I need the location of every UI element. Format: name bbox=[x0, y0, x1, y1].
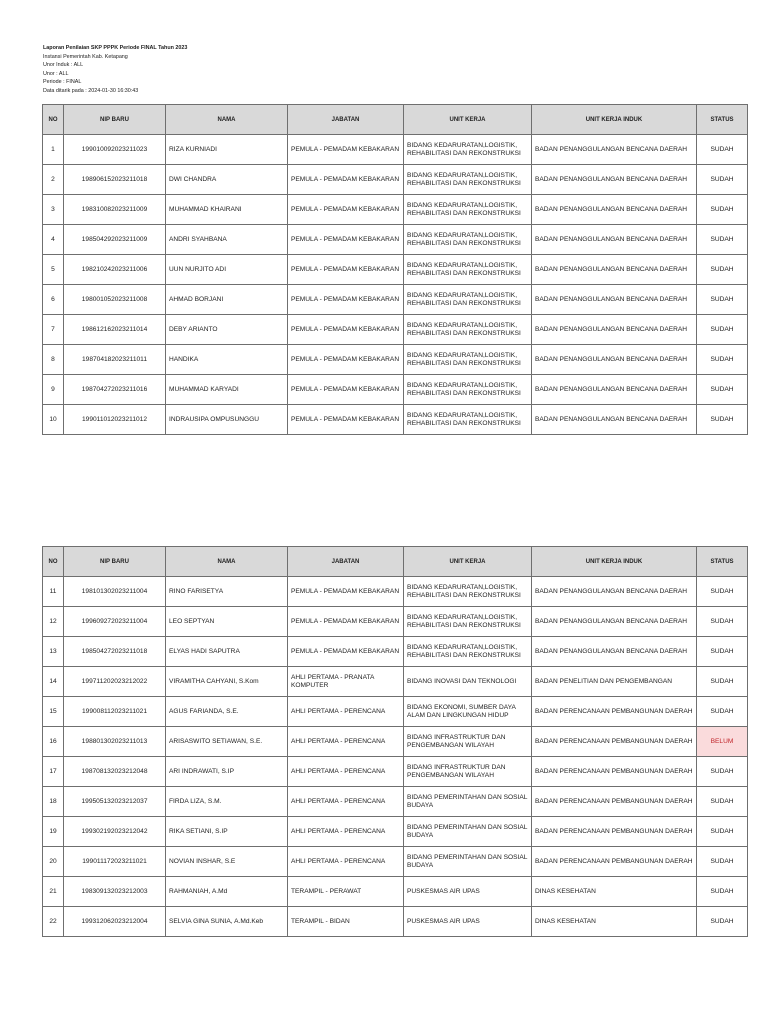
cell-unit-kerja: BIDANG KEDARURATAN,LOGISTIK, REHABILITASI DAN REKONSTRUKSI bbox=[404, 607, 532, 637]
cell-status: SUDAH bbox=[697, 667, 748, 697]
col-header-nip: NIP BARU bbox=[64, 105, 166, 135]
cell-status: SUDAH bbox=[697, 195, 748, 225]
col-header-no: NO bbox=[43, 547, 64, 577]
cell-unit-kerja: BIDANG KEDARURATAN,LOGISTIK, REHABILITASI DAN REKONSTRUKSI bbox=[404, 285, 532, 315]
cell-nama: ELYAS HADI SAPUTRA bbox=[166, 637, 288, 667]
cell-jabatan: AHLI PERTAMA - PERENCANA bbox=[288, 727, 404, 757]
cell-nip: 198708132023212048 bbox=[64, 757, 166, 787]
cell-nip: 198310082023211009 bbox=[64, 195, 166, 225]
cell-no: 6 bbox=[43, 285, 64, 315]
cell-nip: 199302192023212042 bbox=[64, 817, 166, 847]
col-header-nip: NIP BARU bbox=[64, 547, 166, 577]
cell-no: 10 bbox=[43, 405, 64, 435]
cell-status: SUDAH bbox=[697, 225, 748, 255]
cell-unit-kerja: BIDANG KEDARURATAN,LOGISTIK, REHABILITASI DAN REKONSTRUKSI bbox=[404, 375, 532, 405]
cell-no: 22 bbox=[43, 907, 64, 937]
cell-unit-kerja-induk: BADAN PERENCANAAN PEMBANGUNAN DAERAH bbox=[532, 727, 697, 757]
cell-unit-kerja: BIDANG INFRASTRUKTUR DAN PENGEMBANGAN WILAYAH bbox=[404, 727, 532, 757]
cell-unit-kerja-induk: BADAN PENANGGULANGAN BENCANA DAERAH bbox=[532, 255, 697, 285]
cell-jabatan: TERAMPIL - PERAWAT bbox=[288, 877, 404, 907]
cell-unit-kerja: BIDANG KEDARURATAN,LOGISTIK, REHABILITASI DAN REKONSTRUKSI bbox=[404, 577, 532, 607]
cell-unit-kerja-induk: BADAN PENANGGULANGAN BENCANA DAERAH bbox=[532, 607, 697, 637]
col-header-unit-kerja-induk: UNIT KERJA INDUK bbox=[532, 547, 697, 577]
cell-jabatan: PEMULA - PEMADAM KEBAKARAN bbox=[288, 607, 404, 637]
table-row bbox=[43, 165, 748, 195]
table-row bbox=[43, 135, 748, 165]
cell-unit-kerja: BIDANG KEDARURATAN,LOGISTIK, REHABILITASI DAN REKONSTRUKSI bbox=[404, 195, 532, 225]
cell-nama: FIRDA LIZA, S.M. bbox=[166, 787, 288, 817]
cell-unit-kerja: BIDANG PEMERINTAHAN DAN SOSIAL BUDAYA bbox=[404, 847, 532, 877]
cell-no: 16 bbox=[43, 727, 64, 757]
employee-table-2 bbox=[42, 546, 748, 937]
cell-unit-kerja-induk: BADAN PENANGGULANGAN BENCANA DAERAH bbox=[532, 285, 697, 315]
cell-jabatan: PEMULA - PEMADAM KEBAKARAN bbox=[288, 375, 404, 405]
cell-unit-kerja: PUSKESMAS AIR UPAS bbox=[404, 877, 532, 907]
col-header-nama: NAMA bbox=[166, 547, 288, 577]
cell-jabatan: TERAMPIL - BIDAN bbox=[288, 907, 404, 937]
cell-no: 13 bbox=[43, 637, 64, 667]
cell-unit-kerja-induk: BADAN PENANGGULANGAN BENCANA DAERAH bbox=[532, 135, 697, 165]
cell-no: 17 bbox=[43, 757, 64, 787]
cell-nama: ANDRI SYAHBANA bbox=[166, 225, 288, 255]
cell-no: 21 bbox=[43, 877, 64, 907]
cell-no: 1 bbox=[43, 135, 64, 165]
cell-nip: 198001052023211008 bbox=[64, 285, 166, 315]
cell-unit-kerja: BIDANG KEDARURATAN,LOGISTIK, REHABILITASI DAN REKONSTRUKSI bbox=[404, 165, 532, 195]
cell-nip: 199711202023212022 bbox=[64, 667, 166, 697]
header-periode: Periode : FINAL bbox=[43, 79, 82, 86]
cell-nama: DEBY ARIANTO bbox=[166, 315, 288, 345]
cell-nama: RIKA SETIANI, S.IP bbox=[166, 817, 288, 847]
cell-jabatan: PEMULA - PEMADAM KEBAKARAN bbox=[288, 637, 404, 667]
cell-status: SUDAH bbox=[697, 907, 748, 937]
cell-jabatan: PEMULA - PEMADAM KEBAKARAN bbox=[288, 315, 404, 345]
cell-no: 11 bbox=[43, 577, 64, 607]
cell-nama: MUHAMMAD KHAIRANI bbox=[166, 195, 288, 225]
cell-jabatan: AHLI PERTAMA - PERENCANA bbox=[288, 757, 404, 787]
cell-nama: RIZA KURNIADI bbox=[166, 135, 288, 165]
cell-status: SUDAH bbox=[697, 345, 748, 375]
cell-unit-kerja-induk: BADAN PENANGGULANGAN BENCANA DAERAH bbox=[532, 165, 697, 195]
cell-status: SUDAH bbox=[697, 577, 748, 607]
cell-unit-kerja: BIDANG PEMERINTAHAN DAN SOSIAL BUDAYA bbox=[404, 817, 532, 847]
col-header-status: STATUS bbox=[697, 105, 748, 135]
table-row bbox=[43, 315, 748, 345]
cell-jabatan: AHLI PERTAMA - PERENCANA bbox=[288, 817, 404, 847]
col-header-nama: NAMA bbox=[166, 105, 288, 135]
table-row bbox=[43, 607, 748, 637]
col-header-unit-kerja-induk: UNIT KERJA INDUK bbox=[532, 105, 697, 135]
cell-unit-kerja-induk: BADAN PERENCANAAN PEMBANGUNAN DAERAH bbox=[532, 757, 697, 787]
cell-jabatan: PEMULA - PEMADAM KEBAKARAN bbox=[288, 135, 404, 165]
cell-nama: ARISASWITO SETIAWAN, S.E. bbox=[166, 727, 288, 757]
cell-status: SUDAH bbox=[697, 847, 748, 877]
cell-status: SUDAH bbox=[697, 165, 748, 195]
cell-unit-kerja-induk: BADAN PENANGGULANGAN BENCANA DAERAH bbox=[532, 195, 697, 225]
cell-no: 12 bbox=[43, 607, 64, 637]
cell-nip: 198801302023211013 bbox=[64, 727, 166, 757]
table-row bbox=[43, 405, 748, 435]
cell-nama: AHMAD BORJANI bbox=[166, 285, 288, 315]
report-title: Laporan Penilaian SKP PPPK Periode FINAL Tahun 2023 bbox=[43, 45, 188, 51]
col-header-status: STATUS bbox=[697, 547, 748, 577]
cell-nip: 198704182023211011 bbox=[64, 345, 166, 375]
table-row bbox=[43, 195, 748, 225]
cell-nama: RINO FARISETYA bbox=[166, 577, 288, 607]
cell-jabatan: AHLI PERTAMA - PERENCANA bbox=[288, 697, 404, 727]
table-row bbox=[43, 757, 748, 787]
cell-unit-kerja-induk: DINAS KESEHATAN bbox=[532, 877, 697, 907]
cell-unit-kerja: BIDANG KEDARURATAN,LOGISTIK, REHABILITASI DAN REKONSTRUKSI bbox=[404, 345, 532, 375]
table-header-row bbox=[43, 105, 748, 135]
cell-nip: 199008112023211021 bbox=[64, 697, 166, 727]
table-row bbox=[43, 225, 748, 255]
cell-status: SUDAH bbox=[697, 697, 748, 727]
cell-no: 20 bbox=[43, 847, 64, 877]
cell-unit-kerja: BIDANG PEMERINTAHAN DAN SOSIAL BUDAYA bbox=[404, 787, 532, 817]
table-row bbox=[43, 907, 748, 937]
cell-unit-kerja-induk: BADAN PENANGGULANGAN BENCANA DAERAH bbox=[532, 637, 697, 667]
table-header-row bbox=[43, 547, 748, 577]
cell-status: SUDAH bbox=[697, 817, 748, 847]
cell-nip: 198906152023211018 bbox=[64, 165, 166, 195]
cell-nip: 198612162023211014 bbox=[64, 315, 166, 345]
cell-nama: VIRAMITHA CAHYANI, S.Kom bbox=[166, 667, 288, 697]
col-header-jabatan: JABATAN bbox=[288, 105, 404, 135]
cell-nama: DWI CHANDRA bbox=[166, 165, 288, 195]
header-unor-induk: Unor Induk : ALL bbox=[43, 62, 84, 69]
cell-jabatan: PEMULA - PEMADAM KEBAKARAN bbox=[288, 255, 404, 285]
table-row bbox=[43, 787, 748, 817]
cell-unit-kerja: PUSKESMAS AIR UPAS bbox=[404, 907, 532, 937]
cell-status: SUDAH bbox=[697, 877, 748, 907]
cell-nama: UUN NURJITO ADI bbox=[166, 255, 288, 285]
cell-status: SUDAH bbox=[697, 255, 748, 285]
cell-status: SUDAH bbox=[697, 375, 748, 405]
table-row bbox=[43, 285, 748, 315]
cell-status: SUDAH bbox=[697, 637, 748, 667]
cell-status: SUDAH bbox=[697, 135, 748, 165]
cell-nip: 199011012023211012 bbox=[64, 405, 166, 435]
cell-unit-kerja-induk: BADAN PERENCANAAN PEMBANGUNAN DAERAH bbox=[532, 697, 697, 727]
header-data-ditarik: Data ditarik pada : 2024-01-30 16:30:43 bbox=[43, 87, 139, 94]
table-row bbox=[43, 877, 748, 907]
table-row bbox=[43, 637, 748, 667]
cell-nip: 199312062023212004 bbox=[64, 907, 166, 937]
cell-jabatan: PEMULA - PEMADAM KEBAKARAN bbox=[288, 405, 404, 435]
cell-unit-kerja: BIDANG KEDARURATAN,LOGISTIK, REHABILITASI DAN REKONSTRUKSI bbox=[404, 315, 532, 345]
table-row bbox=[43, 847, 748, 877]
cell-jabatan: AHLI PERTAMA - PERENCANA bbox=[288, 787, 404, 817]
cell-unit-kerja-induk: BADAN PENANGGULANGAN BENCANA DAERAH bbox=[532, 345, 697, 375]
cell-nip: 198504272023211018 bbox=[64, 637, 166, 667]
cell-unit-kerja-induk: BADAN PERENCANAAN PEMBANGUNAN DAERAH bbox=[532, 817, 697, 847]
cell-nama: RAHMANIAH, A.Md bbox=[166, 877, 288, 907]
table-row bbox=[43, 375, 748, 405]
cell-unit-kerja-induk: BADAN PENANGGULANGAN BENCANA DAERAH bbox=[532, 225, 697, 255]
cell-unit-kerja-induk: BADAN PENANGGULANGAN BENCANA DAERAH bbox=[532, 405, 697, 435]
cell-status: SUDAH bbox=[697, 285, 748, 315]
employee-table-1 bbox=[42, 104, 748, 435]
cell-unit-kerja: BIDANG KEDARURATAN,LOGISTIK, REHABILITASI DAN REKONSTRUKSI bbox=[404, 637, 532, 667]
cell-unit-kerja-induk: BADAN PENANGGULANGAN BENCANA DAERAH bbox=[532, 577, 697, 607]
col-header-unit-kerja: UNIT KERJA bbox=[404, 105, 532, 135]
cell-unit-kerja: BIDANG EKONOMI, SUMBER DAYA ALAM DAN LINGKUNGAN HIDUP bbox=[404, 697, 532, 727]
table-row bbox=[43, 697, 748, 727]
cell-nip: 198210242023211006 bbox=[64, 255, 166, 285]
cell-nip: 198704272023211016 bbox=[64, 375, 166, 405]
cell-nip: 198504292023211009 bbox=[64, 225, 166, 255]
cell-jabatan: PEMULA - PEMADAM KEBAKARAN bbox=[288, 165, 404, 195]
cell-jabatan: PEMULA - PEMADAM KEBAKARAN bbox=[288, 285, 404, 315]
col-header-unit-kerja: UNIT KERJA bbox=[404, 547, 532, 577]
table-row bbox=[43, 727, 748, 757]
cell-unit-kerja: BIDANG KEDARURATAN,LOGISTIK, REHABILITASI DAN REKONSTRUKSI bbox=[404, 405, 532, 435]
header-unor: Unor : ALL bbox=[43, 70, 69, 77]
cell-nama: SELVIA GINA SUNIA, A.Md.Keb bbox=[166, 907, 288, 937]
cell-jabatan: AHLI PERTAMA - PRANATA KOMPUTER bbox=[288, 667, 404, 697]
cell-unit-kerja-induk: BADAN PENELITIAN DAN PENGEMBANGAN bbox=[532, 667, 697, 697]
cell-nip: 199010092023211023 bbox=[64, 135, 166, 165]
cell-status: SUDAH bbox=[697, 405, 748, 435]
table-row bbox=[43, 345, 748, 375]
cell-nama: LEO SEPTYAN bbox=[166, 607, 288, 637]
cell-nip: 198101302023211004 bbox=[64, 577, 166, 607]
cell-no: 5 bbox=[43, 255, 64, 285]
cell-status: SUDAH bbox=[697, 757, 748, 787]
cell-no: 3 bbox=[43, 195, 64, 225]
cell-unit-kerja: BIDANG INFRASTRUKTUR DAN PENGEMBANGAN WILAYAH bbox=[404, 757, 532, 787]
cell-jabatan: PEMULA - PEMADAM KEBAKARAN bbox=[288, 577, 404, 607]
col-header-no: NO bbox=[43, 105, 64, 135]
cell-no: 7 bbox=[43, 315, 64, 345]
cell-nama: HANDIKA bbox=[166, 345, 288, 375]
cell-status: SUDAH bbox=[697, 315, 748, 345]
cell-unit-kerja-induk: BADAN PENANGGULANGAN BENCANA DAERAH bbox=[532, 375, 697, 405]
cell-jabatan: AHLI PERTAMA - PERENCANA bbox=[288, 847, 404, 877]
table-row bbox=[43, 255, 748, 285]
cell-no: 8 bbox=[43, 345, 64, 375]
cell-jabatan: PEMULA - PEMADAM KEBAKARAN bbox=[288, 225, 404, 255]
cell-nama: INDRAUSIPA OMPUSUNGGU bbox=[166, 405, 288, 435]
cell-status: SUDAH bbox=[697, 787, 748, 817]
cell-status: SUDAH bbox=[697, 607, 748, 637]
header-instansi: Instansi Pemerintah Kab. Ketapang bbox=[43, 53, 128, 60]
cell-unit-kerja-induk: DINAS KESEHATAN bbox=[532, 907, 697, 937]
cell-no: 15 bbox=[43, 697, 64, 727]
cell-nama: ARI INDRAWATI, S.IP bbox=[166, 757, 288, 787]
cell-no: 14 bbox=[43, 667, 64, 697]
cell-nip: 199505132023212037 bbox=[64, 787, 166, 817]
cell-unit-kerja: BIDANG INOVASI DAN TEKNOLOGI bbox=[404, 667, 532, 697]
cell-unit-kerja: BIDANG KEDARURATAN,LOGISTIK, REHABILITASI DAN REKONSTRUKSI bbox=[404, 135, 532, 165]
cell-no: 4 bbox=[43, 225, 64, 255]
cell-jabatan: PEMULA - PEMADAM KEBAKARAN bbox=[288, 195, 404, 225]
col-header-jabatan: JABATAN bbox=[288, 547, 404, 577]
report-header bbox=[43, 44, 187, 96]
table-row bbox=[43, 817, 748, 847]
cell-unit-kerja-induk: BADAN PERENCANAAN PEMBANGUNAN DAERAH bbox=[532, 847, 697, 877]
table-row bbox=[43, 577, 748, 607]
cell-no: 19 bbox=[43, 817, 64, 847]
cell-unit-kerja-induk: BADAN PENANGGULANGAN BENCANA DAERAH bbox=[532, 315, 697, 345]
cell-jabatan: PEMULA - PEMADAM KEBAKARAN bbox=[288, 345, 404, 375]
cell-status: BELUM bbox=[697, 727, 748, 757]
cell-unit-kerja: BIDANG KEDARURATAN,LOGISTIK, REHABILITASI DAN REKONSTRUKSI bbox=[404, 255, 532, 285]
cell-no: 18 bbox=[43, 787, 64, 817]
table-row bbox=[43, 667, 748, 697]
cell-no: 2 bbox=[43, 165, 64, 195]
cell-nip: 199609272023211004 bbox=[64, 607, 166, 637]
cell-nip: 198309132023212003 bbox=[64, 877, 166, 907]
cell-unit-kerja: BIDANG KEDARURATAN,LOGISTIK, REHABILITASI DAN REKONSTRUKSI bbox=[404, 225, 532, 255]
cell-no: 9 bbox=[43, 375, 64, 405]
cell-nama: NOVIAN INSHAR, S.E bbox=[166, 847, 288, 877]
cell-nama: MUHAMMAD KARYADI bbox=[166, 375, 288, 405]
cell-unit-kerja-induk: BADAN PERENCANAAN PEMBANGUNAN DAERAH bbox=[532, 787, 697, 817]
cell-nama: AGUS FARIANDA, S.E. bbox=[166, 697, 288, 727]
cell-nip: 199011172023211021 bbox=[64, 847, 166, 877]
